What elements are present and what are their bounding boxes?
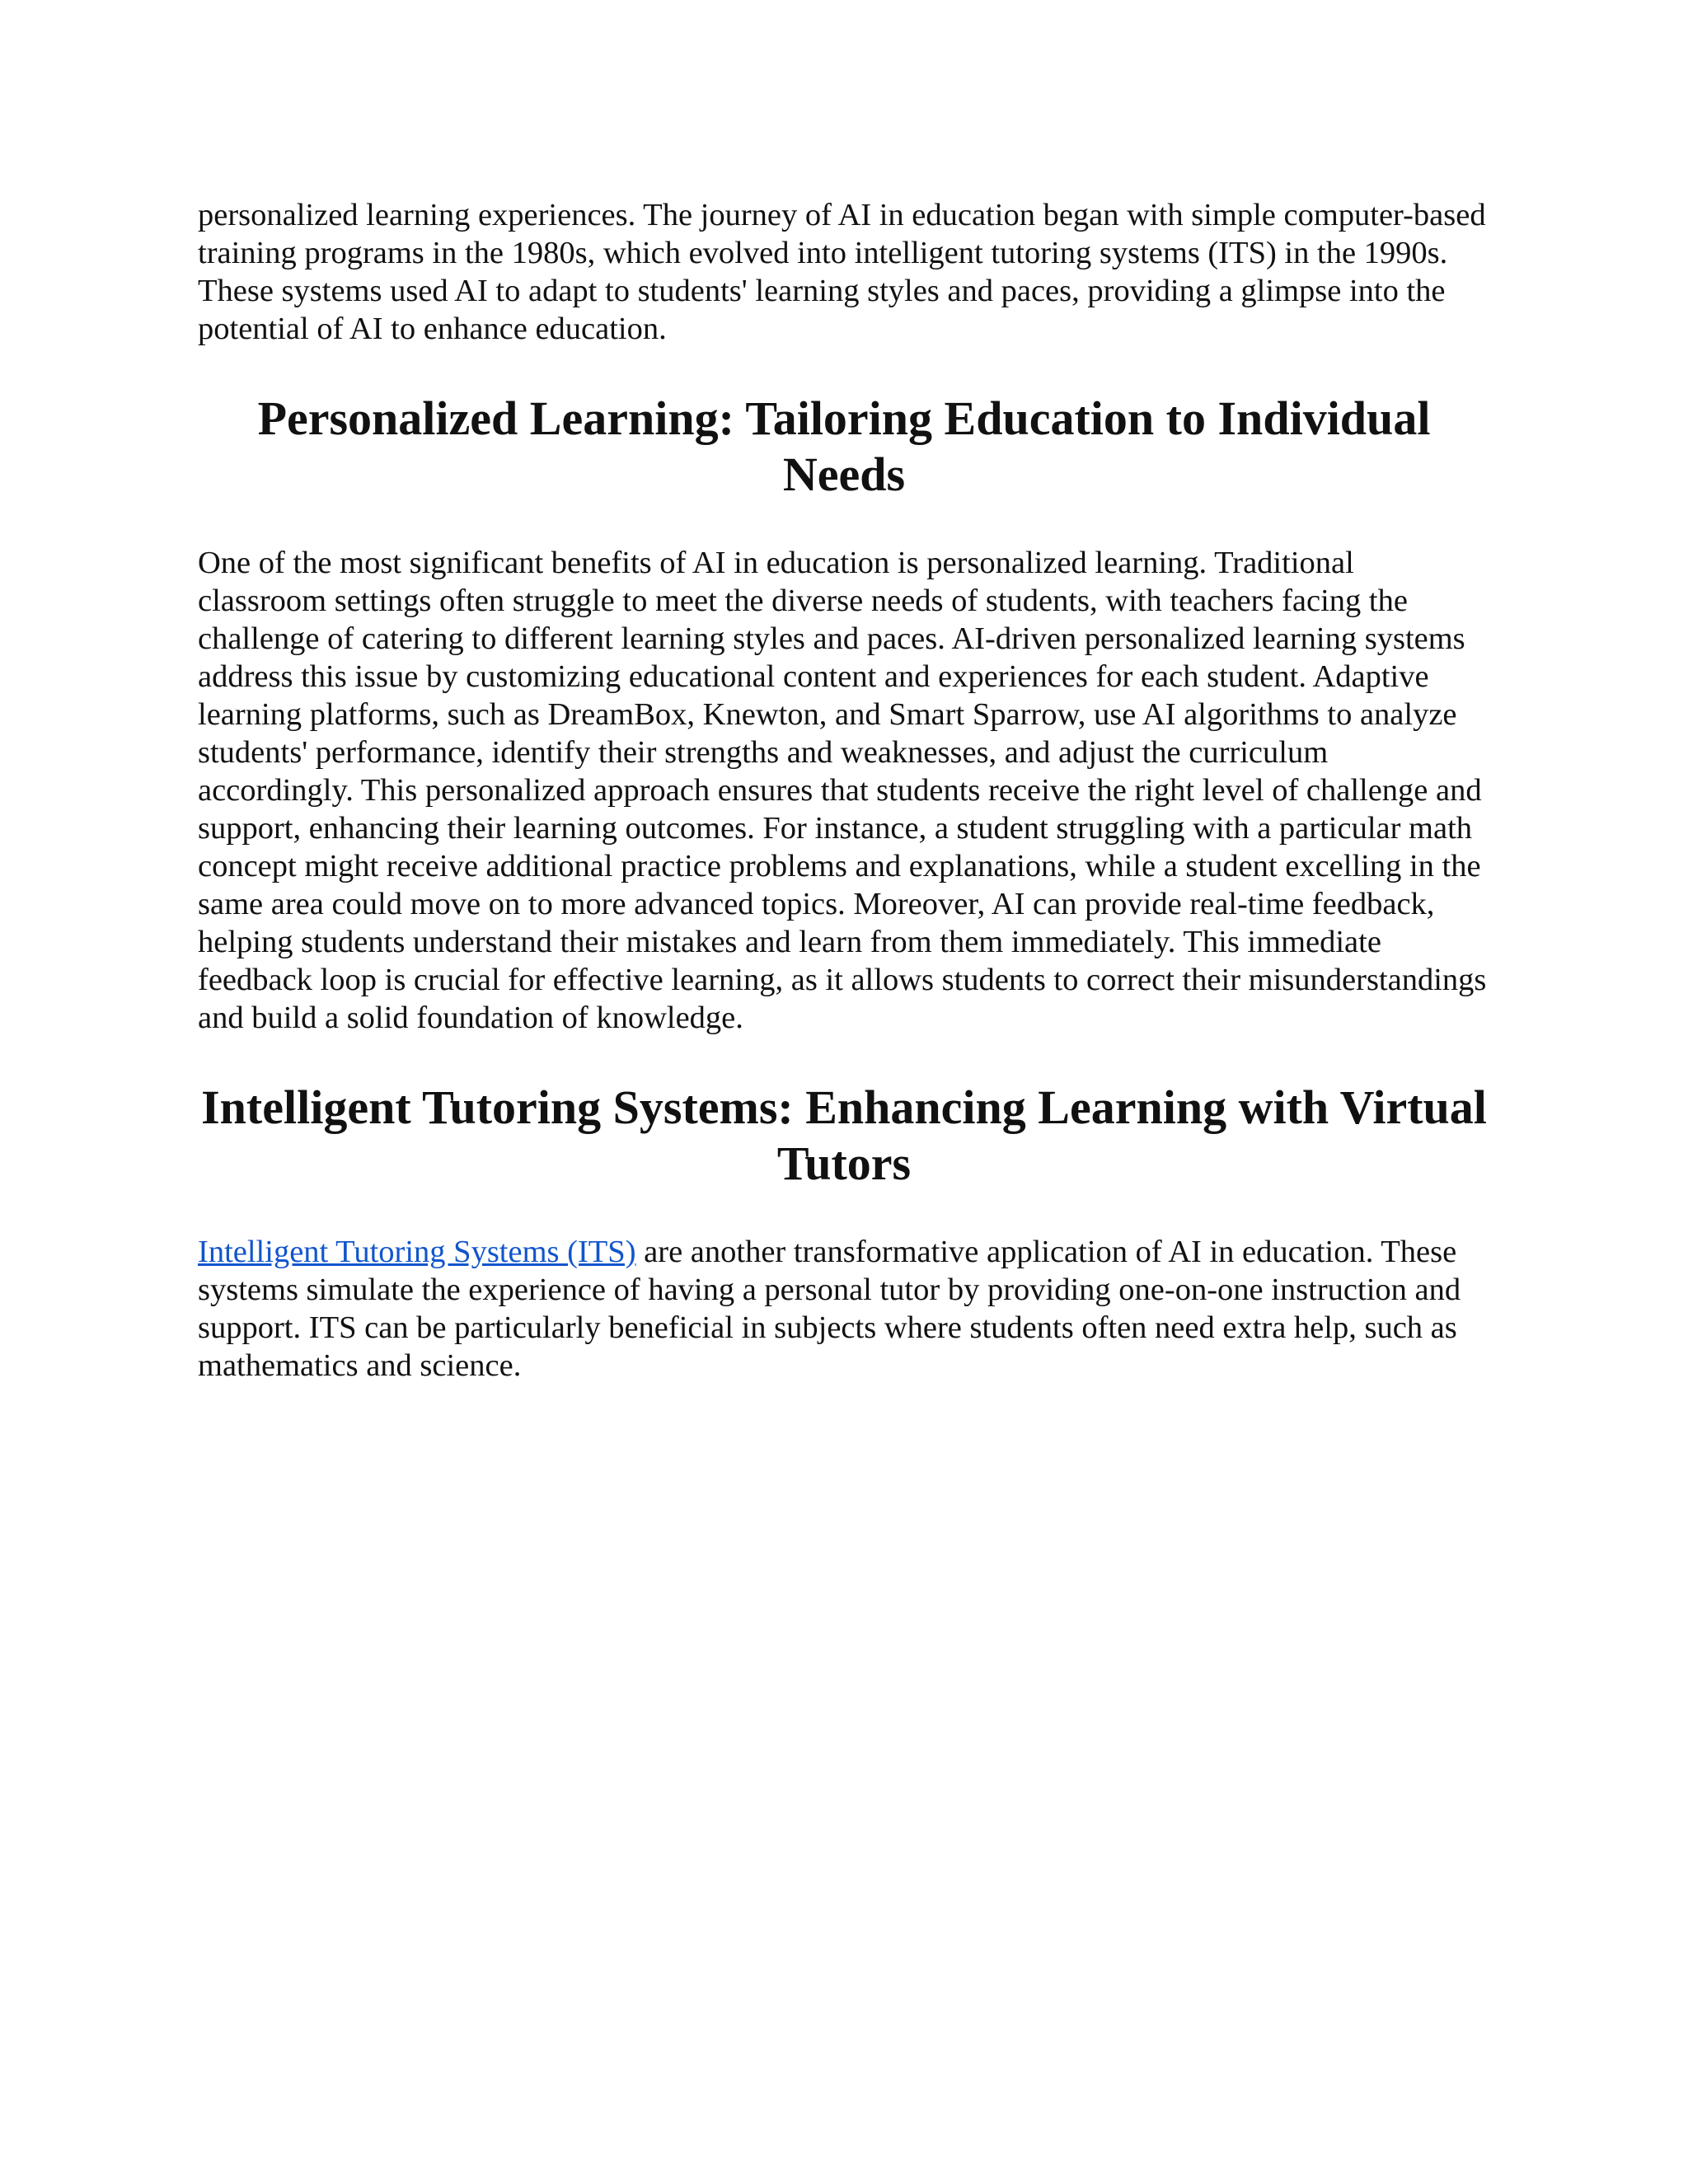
intro-paragraph: personalized learning experiences. The journey of AI in education began with simple computer-based training programs in the 1980s, which evolved into intelligent tutoring systems (ITS) in the 1990s. These systems used AI to adapt to students' learning styles and paces, providing a glimpse into the potential of AI to enhance education. [198,198,1486,346]
personalized-learning-heading: Personalized Learning: Tailoring Education to Individual Needs [257,391,1431,501]
document-body [198,196,1490,1385]
personalized-learning-paragraph: One of the most significant benefits of AI in education is personalized learning. Traditional classroom settings often struggle to meet the diverse needs of students, with teachers facing the challenge of catering to different learning styles and paces. AI-driven personalized learning systems address this issue by customizing educational content and experiences for each student. Adaptive learning platforms, such as DreamBox, Knewton, and Smart Sparrow, use AI algorithms to analyze students' performance, identify their strengths and weaknesses, and adjust the curriculum accordingly. This personalized approach ensures that students receive the right level of challenge and support, enhancing their learning outcomes. For instance, a student struggling with a particular math concept might receive additional practice problems and explanations, while a student excelling in the same area could move on to more advanced topics. Moreover, AI can provide real-time feedback, helping students understand their mistakes and learn from them immediately. This immediate feedback loop is crucial for effective learning, as it allows students to correct their misunderstandings and build a solid foundation of knowledge. [198,546,1487,1035]
its-link[interactable]: Intelligent Tutoring Systems (ITS) [198,1235,636,1269]
intelligent-tutoring-paragraph [198,1233,1490,1385]
intelligent-tutoring-heading: Intelligent Tutoring Systems: Enhancing Learning with Virtual Tutors [201,1080,1487,1190]
its-paragraph-text: are another transformative application of AI in education. These systems simulate the experience of having a personal tutor by providing one-on-one instruction and support. ITS can be particularly beneficial in subjects where students often need extra help, such as mathematics and science. [198,1235,1461,1383]
